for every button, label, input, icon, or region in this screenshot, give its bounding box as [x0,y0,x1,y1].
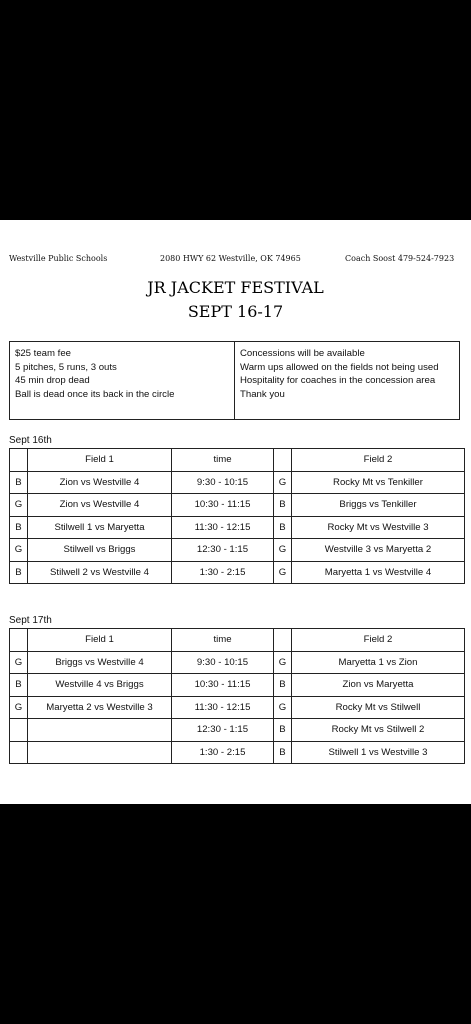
table-header-row [10,629,465,652]
field-2-game: Briggs vs Tenkiller [292,494,465,517]
field-1-game: Westville 4 vs Briggs [28,674,172,697]
game-time: 12:30 - 1:15 [172,719,274,742]
info-rule: 5 pitches, 5 runs, 3 outs [15,361,117,373]
gender-cell: G [274,696,292,719]
header-cell [10,449,28,472]
field-2-game: Rocky Mt vs Stilwell [292,696,465,719]
gender-cell: G [10,494,28,517]
field-2-game: Rocky Mt vs Stilwell 2 [292,719,465,742]
table-row [10,539,465,562]
field-1-game: Briggs vs Westville 4 [28,651,172,674]
info-note: Warm ups allowed on the fields not being used [240,361,439,373]
game-time: 10:30 - 11:15 [172,494,274,517]
info-note: Thank you [240,388,285,400]
info-note: Hospitality for coaches in the concession area [240,375,436,386]
game-time: 12:30 - 1:15 [172,539,274,562]
header-time: time [172,449,274,472]
info-rule: $25 team fee [15,348,72,359]
game-time: 1:30 - 2:15 [172,561,274,584]
info-rules [10,342,234,419]
gender-cell: G [274,471,292,494]
field-1-game: Zion vs Westville 4 [28,471,172,494]
gender-cell: B [274,494,292,517]
header-cell [274,449,292,472]
event-dates: SEPT 16-17 [187,302,284,321]
field-2-game: Maryetta 1 vs Westville 4 [292,561,465,584]
field-2-game: Westville 3 vs Maryetta 2 [292,539,465,562]
game-time: 9:30 - 10:15 [172,471,274,494]
header-field-1: Field 1 [28,449,172,472]
field-2-game: Maryetta 1 vs Zion [292,651,465,674]
event-title: JR JACKET FESTIVAL [147,278,324,297]
field-1-game [28,719,172,742]
table-header-row [10,449,465,472]
game-time: 10:30 - 11:15 [172,674,274,697]
table-row [10,651,465,674]
schedule-table-sept-17 [9,628,465,764]
table-row [10,674,465,697]
header-time: time [172,629,274,652]
field-1-game [28,741,172,764]
info-rule: Ball is dead once its back in the circle [15,388,175,400]
gender-cell: G [274,651,292,674]
header-field-1: Field 1 [28,629,172,652]
field-2-game: Rocky Mt vs Westville 3 [292,516,465,539]
game-time: 9:30 - 10:15 [172,651,274,674]
document-page [0,220,471,804]
day-label-sept-16: Sept 16th [9,435,52,446]
field-1-game: Stilwell 2 vs Westville 4 [28,561,172,584]
gender-cell: B [274,674,292,697]
info-notes [234,342,459,419]
gender-cell: B [274,516,292,539]
table-row [10,719,465,742]
gender-cell: B [10,561,28,584]
gender-cell: G [274,539,292,562]
coach-contact: Coach Soost 479-524-7923 [345,254,455,263]
schedule-table-sept-16 [9,448,465,584]
gender-cell: B [10,674,28,697]
field-1-game: Maryetta 2 vs Westville 3 [28,696,172,719]
school-address: 2080 HWY 62 Westville, OK 74965 [160,254,301,263]
table-row [10,741,465,764]
gender-cell: B [274,741,292,764]
info-box [9,341,460,420]
header-cell [10,629,28,652]
gender-cell: G [10,539,28,562]
header-field-2: Field 2 [292,629,465,652]
game-time: 11:30 - 12:15 [172,696,274,719]
school-name: Westville Public Schools [9,254,108,263]
header-cell [274,629,292,652]
game-time: 1:30 - 2:15 [172,741,274,764]
gender-cell: G [10,696,28,719]
table-row [10,471,465,494]
field-1-game: Zion vs Westville 4 [28,494,172,517]
gender-cell [10,719,28,742]
info-rule: 45 min drop dead [15,375,90,386]
gender-cell [10,741,28,764]
table-row [10,696,465,719]
field-1-game: Stilwell vs Briggs [28,539,172,562]
day-label-sept-17: Sept 17th [9,615,52,626]
field-2-game: Rocky Mt vs Tenkiller [292,471,465,494]
game-time: 11:30 - 12:15 [172,516,274,539]
gender-cell: G [10,651,28,674]
header-field-2: Field 2 [292,449,465,472]
table-row [10,561,465,584]
info-note: Concessions will be available [240,348,365,359]
table-row [10,516,465,539]
table-row [10,494,465,517]
gender-cell: B [274,719,292,742]
field-1-game: Stilwell 1 vs Maryetta [28,516,172,539]
gender-cell: G [274,561,292,584]
field-2-game: Stilwell 1 vs Westville 3 [292,741,465,764]
gender-cell: B [10,471,28,494]
field-2-game: Zion vs Maryetta [292,674,465,697]
gender-cell: B [10,516,28,539]
